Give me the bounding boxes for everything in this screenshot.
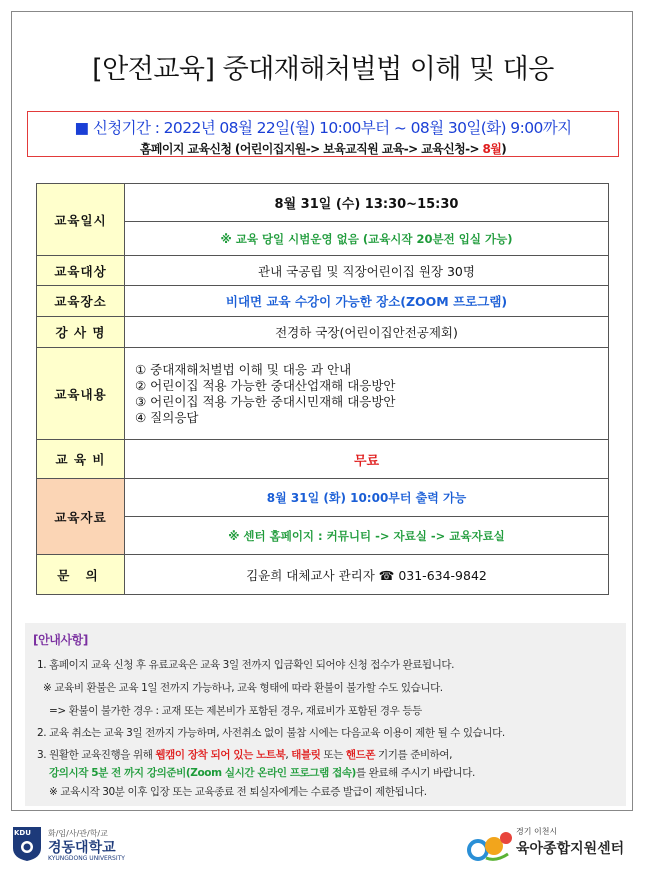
label-date: 교육일시 [37,184,125,256]
value-place: 비대면 교육 수강이 가능한 장소(ZOOM 프로그램) [125,286,609,317]
center-logo [466,822,626,866]
table-row [37,317,609,348]
guide-heading: [안내사항] [33,633,88,647]
crest-badge: KDU [14,829,31,837]
guide-line-6: 강의시작 5분 전 까지 강의준비(Zoom 실시간 온라인 프로그램 접속)를 완료해 주시기 바랍니다. [49,767,475,779]
square-bullet-icon: ■ [74,119,93,137]
value-content [125,348,609,440]
label-content: 교육내용 [37,348,125,440]
label-lecturer: 강 사 명 [37,317,125,348]
page-title: [안전교육] 중대재해처벌법 이해 및 대응 [92,54,554,85]
guide-line-2: ※ 교육비 환불은 교육 1일 전까지 가능하나, 교육 형태에 따라 환불이 불가할 수도 있습니다. [43,682,443,694]
center-emblem-icon [466,824,514,864]
footer [0,812,646,870]
application-notice [27,111,619,157]
application-route: 홈페이지 교육신청 (어린이집지원-> 보육교직원 교육-> 교육신청-> 8월) [139,142,507,156]
course-info-table [36,183,609,595]
guide-line-5: 3. 원활한 교육진행을 위해 웹캠이 장착 되어 있는 노트북, 태블릿 또는 핸드폰 기기를 준비하여, [37,749,453,761]
university-name-en: KYUNGDONG UNIVERSITY [48,855,125,862]
table-row [37,555,609,595]
guide-line-4: 2. 교육 취소는 교육 3일 전까지 가능하며, 사전취소 없이 불참 시에는 다음교육 이용이 제한 될 수 있습니다. [37,727,505,739]
date-note: ※ 교육 당일 시범운영 없음 (교육시작 20분전 입실 가능) [125,222,609,256]
label-materials: 교육자료 [37,479,125,555]
label-place: 교육장소 [37,286,125,317]
value-materials: 8월 31일 (화) 10:00부터 출력 가능 [125,479,609,517]
table-row [37,184,609,222]
guide-line-1: 1. 홈페이지 교육 신청 후 유료교육은 교육 3일 전까지 입금확인 되어야 신청 접수가 완료됩니다. [37,659,455,671]
table-row [37,348,609,440]
guide-line-7: ※ 교육시작 30분 이후 입장 또는 교육종료 전 퇴실자에게는 수료증 발급이 제한됩니다. [49,786,427,798]
table-row [37,479,609,517]
list-item: ③ 어린이집 적용 가능한 중대시민재해 대응방안 [135,393,396,409]
guide-box [25,623,626,806]
center-region: 경기 이천시 [516,827,558,836]
label-target: 교육대상 [37,256,125,286]
materials-note: ※ 센터 홈페이지 : 커뮤니티 -> 자료실 -> 교육자료실 [125,517,609,555]
table-row [37,256,609,286]
value-inquiry: 김윤희 대체교사 관리자 ☎ 031-634-9842 [125,555,609,595]
center-name: 육아종합지원센터 [516,841,625,857]
university-motto: 화/임/사/관/학/교 [48,829,108,838]
guide-line-3: => 환불이 불가한 경우 : 교재 또는 제본비가 포함된 경우, 재료비가 포함된 경우 등등 [49,705,422,717]
value-fee: 무료 [125,440,609,479]
table-row [37,286,609,317]
table-row [37,440,609,479]
list-item: ② 어린이집 적용 가능한 중대산업재해 대응방안 [135,377,396,393]
label-fee: 교 육 비 [37,440,125,479]
value-lecturer: 전경하 국장(어린이집안전공제회) [125,317,609,348]
list-item: ① 중대재해처벌법 이해 및 대응 과 안내 [135,361,352,377]
list-item: ④ 질의응답 [135,409,199,425]
label-inquiry: 문 의 [37,555,125,595]
application-period: ■ 신청기간 : 2022년 08월 22일(월) 10:00부터 ~ 08월 30일(화) 9:00까지 [74,119,572,137]
value-date: 8월 31일 (수) 13:30~15:30 [125,184,609,222]
value-target: 관내 국공립 및 직장어린이집 원장 30명 [125,256,609,286]
kyungdong-logo [12,826,162,866]
university-name: 경동대학교 [48,840,116,856]
